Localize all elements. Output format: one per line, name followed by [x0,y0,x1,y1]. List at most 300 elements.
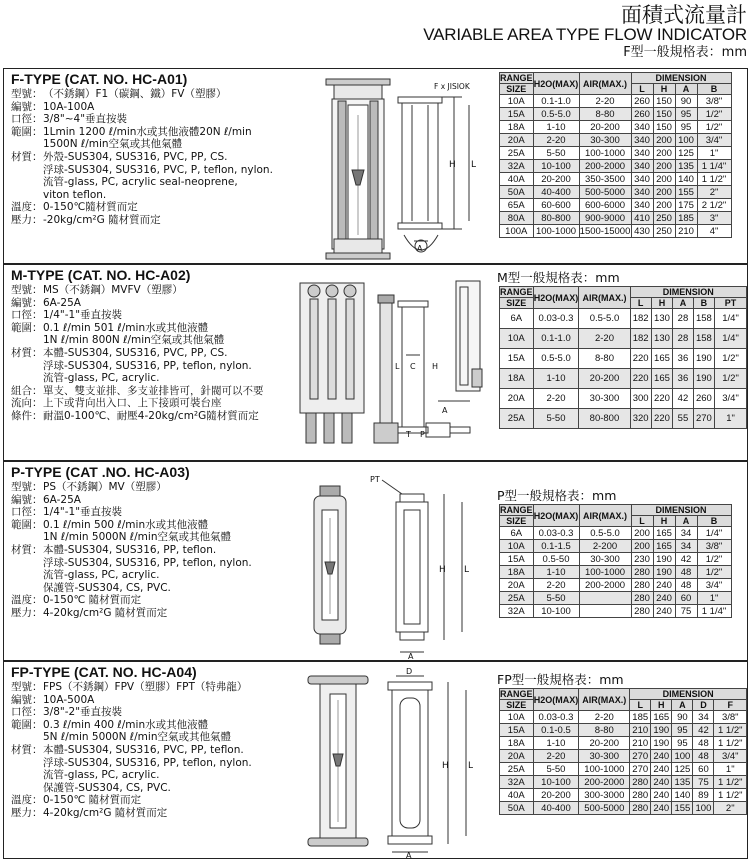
spec-row [11,731,252,744]
col-header-h2o: H2O(MAX) [533,689,579,711]
spec-value: 外殼-SUS304, SUS316, PVC, PP, CS. [43,150,228,163]
table-cell: 130 [651,329,672,349]
table-cell: 20-200 [533,173,579,186]
spec-value: 0.3 ℓ/min 400 ℓ/min水或其他液體 [43,718,209,731]
table-cell: 10A [500,711,534,724]
col-header-dimension: DIMENSION [631,73,731,84]
spec-key: 條件： [11,409,43,422]
table-cell: 190 [693,369,714,389]
table-cell: 260 [631,108,653,121]
spec-row [11,807,252,820]
table-cell: 5-50 [533,409,579,429]
table-cell: 900-9000 [579,212,631,225]
table-cell: 1 1/2" [714,724,747,737]
table-cell: 410 [631,212,653,225]
table-cell: 2-20 [533,750,579,763]
col-header-size: SIZE [500,516,534,527]
table-cell: 95 [672,737,693,750]
table-cell: 320 [630,409,651,429]
svg-text:A: A [406,851,412,858]
table-cell: 130 [651,309,672,329]
table-cell: 0.03-0.3 [533,711,579,724]
table-cell: 270 [693,409,714,429]
table-row [500,121,732,134]
table-cell: 100 [672,750,693,763]
svg-text:A: A [442,406,448,415]
table-cell: 60-600 [533,199,579,212]
spec-key: 編號： [11,100,43,113]
table-cell: 3/4" [697,579,731,592]
spec-key: 材質： [11,150,43,163]
table-cell: 200 [631,540,653,553]
table-cell: 40A [500,789,534,802]
spec-list [11,481,252,620]
table-cell: 36 [673,369,694,389]
col-header-dim: H [653,516,675,527]
table-cell: 2-20 [579,95,631,108]
table-cell: 3/4" [697,134,731,147]
table-row [500,186,732,199]
table-cell: 155 [675,186,697,199]
spec-row [11,322,264,335]
spec-value: 流管-glass, PC, acrylic. [43,372,160,385]
section-p-type [3,461,748,661]
table-cell: 95 [675,121,697,134]
table-cell: 240 [653,579,675,592]
table-cell: 1/2" [715,349,747,369]
table-cell: 2-20 [533,134,579,147]
table-cell: 50A [500,802,534,815]
spec-key: 型號： [11,681,43,693]
spec-value: 單支、雙支並排、多支並排皆可，針閥可以不要 [43,384,264,397]
spec-value: 保護管-SUS304, CS, PVC. [43,781,171,794]
table-cell: 240 [653,605,675,618]
spec-value: 浮球-SUS304, SUS316, PP, teflon, nylon. [43,756,252,769]
table-cell: 65A [500,199,534,212]
spec-key [11,334,43,347]
spec-value: 6A-25A [43,493,81,506]
spec-key: 編號： [11,693,43,706]
table-cell: 240 [651,750,672,763]
table-cell: 15A [500,553,534,566]
table-cell: 2-20 [533,389,579,409]
svg-text:L: L [471,160,477,170]
table-cell: 1-10 [533,566,579,579]
table-row [500,540,732,553]
table-cell: 240 [651,802,672,815]
spec-row [11,309,264,322]
table-row [500,329,747,349]
spec-row [11,494,252,507]
table-cell: 250 [653,212,675,225]
table-row [500,108,732,121]
section-f-type [3,68,748,264]
table-cell: 89 [693,789,714,802]
spec-value: 浮球-SUS304, SUS316, PVC, P, teflon, nylon. [43,163,273,176]
table-cell: 40-400 [533,802,579,815]
table-cell: 50A [500,186,534,199]
spec-value: （不銹鋼）F1（碳鋼、鐵）FV（塑膠） [43,88,227,100]
table-cell: 200 [631,527,653,540]
spec-key [11,176,43,189]
table-cell: 190 [651,724,672,737]
section-title: FP-TYPE (CAT. NO. HC-A04) [11,664,197,680]
table-cell: 25A [500,409,534,429]
spec-key: 範圍： [11,718,43,731]
spec-key: 型號： [11,284,43,296]
table-row [500,579,732,592]
table-cell: 280 [630,776,651,789]
spec-key [11,769,43,782]
table-cell: 6A [500,527,534,540]
f-type-drawing [304,75,494,261]
table-cell: 1" [714,763,747,776]
table-cell: 500-5000 [579,802,630,815]
col-header-dim: L [630,298,651,309]
col-header-h2o: H2O(MAX) [533,287,579,309]
table-cell: 100-1000 [579,147,631,160]
table-cell: 1/4" [697,527,731,540]
table-cell: 1" [697,592,731,605]
table-cell: 1 1/2" [714,737,747,750]
spec-key: 壓力： [11,213,43,226]
spec-value: 本體-SUS304, SUS316, PVC, PP, CS. [43,346,228,359]
table-cell: 165 [651,369,672,389]
table-row [500,309,747,329]
spec-value: PS（不銹鋼）MV（塑膠） [43,481,167,493]
table-cell: 100-1000 [579,566,631,579]
table-cell: 220 [630,349,651,369]
col-header-dim: A [673,298,694,309]
table-cell [579,592,631,605]
table-cell: 60 [675,592,697,605]
spec-key: 口徑： [11,113,43,126]
svg-text:T: T [406,430,411,439]
table-row [500,212,732,225]
spec-value: 0.1 ℓ/min 500 ℓ/min水或其他液體 [43,518,209,531]
table-cell: 0.03-0.3 [533,309,579,329]
table-cell: 15A [500,108,534,121]
spec-row [11,506,252,519]
page-header [423,4,747,60]
svg-text:H: H [442,761,449,771]
table-cell: 140 [675,173,697,186]
spec-key: 溫度： [11,201,43,214]
table-cell: 20A [500,750,534,763]
table-cell: 6A [500,309,534,329]
table-row [500,225,732,238]
table-cell: 48 [693,750,714,763]
table-cell: 182 [630,329,651,349]
spec-key: 編號： [11,493,43,506]
spec-value: 本體-SUS304, SUS316, PVC, PP, teflon. [43,743,244,756]
table-cell: 220 [651,409,672,429]
table-cell: 100 [693,802,714,815]
table-cell: 1-10 [533,121,579,134]
svg-text:A: A [408,652,414,660]
spec-row [11,214,273,227]
table-cell: 155 [672,802,693,815]
spec-key [11,360,43,373]
table-cell: 18A [500,737,534,750]
table-cell: 190 [693,349,714,369]
spec-value: 流管-glass, PC, acrylic. [43,569,160,582]
spec-row [11,360,264,373]
table-cell: 75 [675,605,697,618]
spec-key [11,372,43,385]
table-row [500,147,732,160]
table-cell: 42 [673,389,694,409]
table-cell: 18A [500,121,534,134]
table-cell: 3/8" [714,711,747,724]
spec-row [11,151,273,164]
table-cell: 90 [675,95,697,108]
spec-key: 材質： [11,743,43,756]
col-header-air: AIR(MAX.) [579,689,630,711]
table-row [500,409,747,429]
drawing-label: F x JISIOK [434,82,470,91]
table-cell: 165 [651,711,672,724]
table-row [500,737,747,750]
table-cell: 100-1000 [579,763,630,776]
table-cell: 158 [693,309,714,329]
spec-value: 1/4"-1"垂直按裝 [43,506,123,519]
spec-row [11,744,252,757]
table-cell: 210 [675,225,697,238]
col-header-dim: L [631,84,653,95]
spec-row [11,176,273,189]
table-cell: 34 [675,540,697,553]
spec-value: 3/8"-2"垂直按裝 [43,706,123,719]
spec-key: 範圍： [11,321,43,334]
table-cell: 200 [653,173,675,186]
table-cell: 0.1-1.0 [533,95,579,108]
table-cell: 240 [651,763,672,776]
spec-row [11,769,252,782]
spec-key [11,138,43,151]
table-cell: 10A [500,540,534,553]
title-zh: 面積式流量計 [621,3,747,27]
col-header-dim: L [630,700,651,711]
table-cell: 55 [673,409,694,429]
title-en: VARIABLE AREA TYPE FLOW INDICATOR [423,25,747,45]
spec-row [11,113,273,126]
col-header-range: RANGE [500,505,533,515]
spec-key: 口徑： [11,706,43,719]
table-cell: 280 [631,566,653,579]
table-row [500,199,732,212]
section-title: P-TYPE (CAT .NO. HC-A03) [11,464,190,480]
table-cell: 0.5-5.0 [533,108,579,121]
table-cell: 30-300 [579,389,630,409]
svg-text:L: L [468,761,474,771]
table-cell: 1 1/2" [697,173,731,186]
spec-key: 口徑： [11,506,43,519]
spec-value: 1N ℓ/min 800N ℓ/min空氣或其他氣體 [43,334,225,347]
table-cell: 240 [653,592,675,605]
p-type-drawing [304,470,494,660]
table-cell: 3" [697,212,731,225]
table-cell: 2" [714,802,747,815]
table-cell: 30-300 [579,134,631,147]
spec-row [11,88,273,101]
table-cell: 1500-15000 [579,225,631,237]
svg-text:C: C [410,362,416,371]
table-cell: 1 1/2" [714,776,747,789]
table-cell: 220 [651,389,672,409]
fp-type-drawing [300,668,495,858]
table-cell: 10-100 [533,160,579,173]
table-cell: 0.5-50 [533,553,579,566]
table-cell: 200-2000 [579,160,631,173]
svg-text:H: H [432,362,439,371]
spec-key [11,782,43,795]
table-cell: 80-800 [579,409,630,429]
section-title: M-TYPE (CAT. NO. HC-A02) [11,267,191,283]
col-header-dim: L [631,516,653,527]
col-header-dim: B [697,84,731,95]
table-row [500,763,747,776]
table-cell: 3/4" [715,389,747,409]
spec-list [11,284,264,423]
col-header-dim: A [675,84,697,95]
table-cell: 20A [500,389,534,409]
spec-row [11,681,252,694]
table-row [500,776,747,789]
col-header-size: SIZE [500,84,534,95]
spec-row [11,334,264,347]
table-cell: 240 [651,776,672,789]
table-cell: 40-400 [533,186,579,199]
table-cell: 200-2000 [579,776,630,789]
table-cell: 500-5000 [579,186,631,199]
table-cell: 280 [631,592,653,605]
col-header-range: RANGE [500,73,533,83]
table-cell: 20A [500,134,534,147]
table-row [500,527,732,540]
spec-value: 1/4"-1"垂直按裝 [43,309,123,322]
table-cell: 25A [500,592,534,605]
table-cell: 20A [500,579,534,592]
table-cell: 2-200 [579,540,631,553]
table-row [500,566,732,579]
table-cell: 185 [675,212,697,225]
table-cell: 140 [672,789,693,802]
table-cell: 1" [697,147,731,160]
col-header-dim: H [651,298,672,309]
table-row [500,349,747,369]
spec-row [11,297,264,310]
spec-row [11,138,273,151]
table-cell: 5-50 [533,592,579,605]
table-cell: 18A [500,369,534,389]
spec-row [11,397,264,410]
spec-row [11,201,273,214]
spec-value: 10A-100A [43,100,95,113]
f-type-table [499,72,732,238]
spec-value: 4-20kg/cm²G 隨材質而定 [43,806,168,819]
col-header-dimension: DIMENSION [630,287,746,298]
spec-value: 上下或背向出入口、上下接頭可裝台座 [43,397,222,410]
table-cell: 32A [500,776,534,789]
col-header-range: RANGE [500,287,533,297]
table-cell: 200 [653,147,675,160]
col-header-h2o: H2O(MAX) [533,73,579,95]
table-cell: 600-6000 [579,199,631,212]
table-row [500,160,732,173]
table-cell: 1/4" [715,329,747,349]
table-cell: 230 [631,553,653,566]
table-cell: 280 [630,802,651,815]
spec-key: 範圍： [11,518,43,531]
table-cell: 190 [653,553,675,566]
table-cell: 8-80 [579,724,630,737]
table-row [500,389,747,409]
table-cell: 42 [675,553,697,566]
table-cell: 260 [631,95,653,108]
table-row [500,724,747,737]
spec-row [11,794,252,807]
table-cell: 95 [675,108,697,121]
spec-row [11,757,252,770]
spec-key: 口徑： [11,309,43,322]
svg-text:D: D [406,668,413,676]
table-cell: 280 [630,789,651,802]
spec-row [11,569,252,582]
col-header-dim: H [653,84,675,95]
spec-value: 浮球-SUS304, SUS316, PP, teflon, nylon. [43,556,252,569]
table-cell: 30-300 [579,553,631,566]
spec-value: 流管-glass, PC, acrylic seal-neoprene, [43,176,238,189]
spec-key [11,582,43,595]
table-cell: 10A [500,95,534,108]
table-cell: 34 [693,711,714,724]
section-m-type [3,264,748,461]
table-cell: 34 [675,527,697,540]
svg-text:H: H [449,160,456,170]
col-header-size: SIZE [500,700,534,711]
table-cell: 280 [631,579,653,592]
table-cell: 150 [653,95,675,108]
table-cell: 125 [672,763,693,776]
table-cell: 0.5-5.0 [579,309,630,329]
table-cell: 15A [500,349,534,369]
spec-value: 保護管-SUS304, CS, PVC. [43,581,171,594]
spec-row [11,582,252,595]
table-cell: 5-50 [533,147,579,160]
table-cell: 60 [693,763,714,776]
table-cell: 8-80 [579,108,631,121]
table-cell: 2" [697,186,731,199]
spec-value: 4-20kg/cm²G 隨材質而定 [43,606,168,619]
table-cell: 1 1/4" [697,605,731,618]
table-cell: 1/2" [697,108,731,121]
spec-key: 溫度： [11,794,43,807]
table-cell: 150 [653,108,675,121]
col-header-dim: A [672,700,693,711]
svg-text:A: A [417,244,423,253]
table-cell: 165 [653,540,675,553]
svg-text:L: L [395,362,400,371]
table-cell: 2-20 [579,329,630,349]
table-cell: 165 [651,349,672,369]
spec-row [11,372,264,385]
spec-value: 1500N ℓ/min空氣或其他氣體 [43,138,183,151]
spec-row [11,594,252,607]
table-row [500,553,732,566]
spec-key: 組合： [11,384,43,397]
table-cell: 1/4" [715,309,747,329]
